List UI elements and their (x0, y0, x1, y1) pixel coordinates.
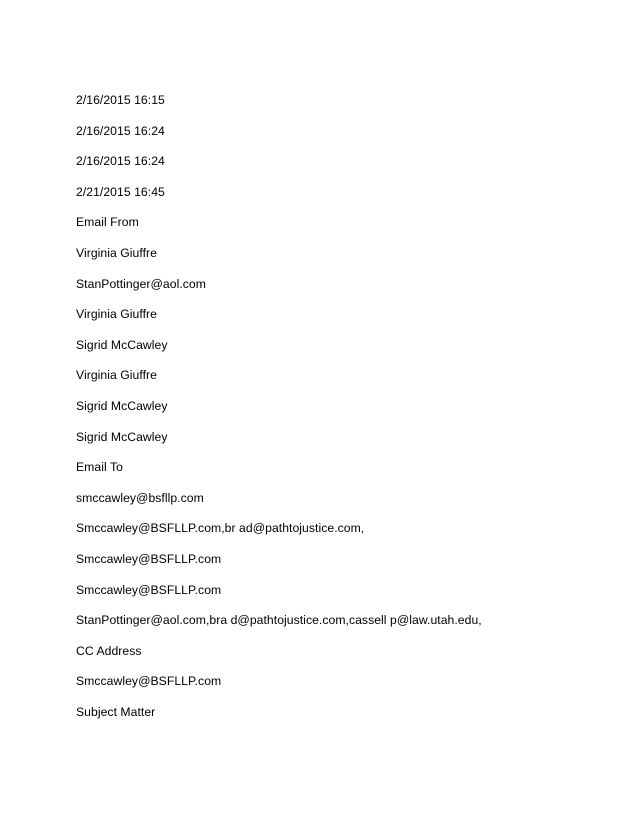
sender-line: Sigrid McCawley (76, 337, 168, 352)
document-text-lines (76, 93, 616, 735)
recipient-line: Smccawley@BSFLLP.com,br ad@pathtojustice.com, (76, 521, 365, 536)
recipient-line: StanPottinger@aol.com,bra d@pathtojustice.com,cassell p@law.utah.edu, (76, 613, 482, 628)
sender-line: StanPottinger@aol.com (76, 276, 206, 291)
section-heading-cc-address: CC Address (76, 643, 142, 658)
recipient-line: Smccawley@BSFLLP.com (76, 551, 222, 566)
sender-line: Sigrid McCawley (76, 429, 168, 444)
recipient-line: smccawley@bsfllp.com (76, 490, 204, 505)
timestamp-line: 2/16/2015 16:24 (76, 123, 165, 138)
timestamp-line: 2/16/2015 16:24 (76, 154, 165, 169)
sender-line: Sigrid McCawley (76, 398, 168, 413)
recipient-line: Smccawley@BSFLLP.com (76, 582, 222, 597)
section-heading-subject-matter: Subject Matter (76, 704, 156, 719)
section-heading-email-to: Email To (76, 460, 123, 475)
sender-line: Virginia Giuffre (76, 245, 157, 260)
timestamp-line: 2/21/2015 16:45 (76, 184, 165, 199)
section-heading-email-from: Email From (76, 215, 139, 230)
cc-line: Smccawley@BSFLLP.com (76, 674, 222, 689)
sender-line: Virginia Giuffre (76, 368, 157, 383)
sender-line: Virginia Giuffre (76, 307, 157, 322)
timestamp-line: 2/16/2015 16:15 (76, 93, 165, 107)
